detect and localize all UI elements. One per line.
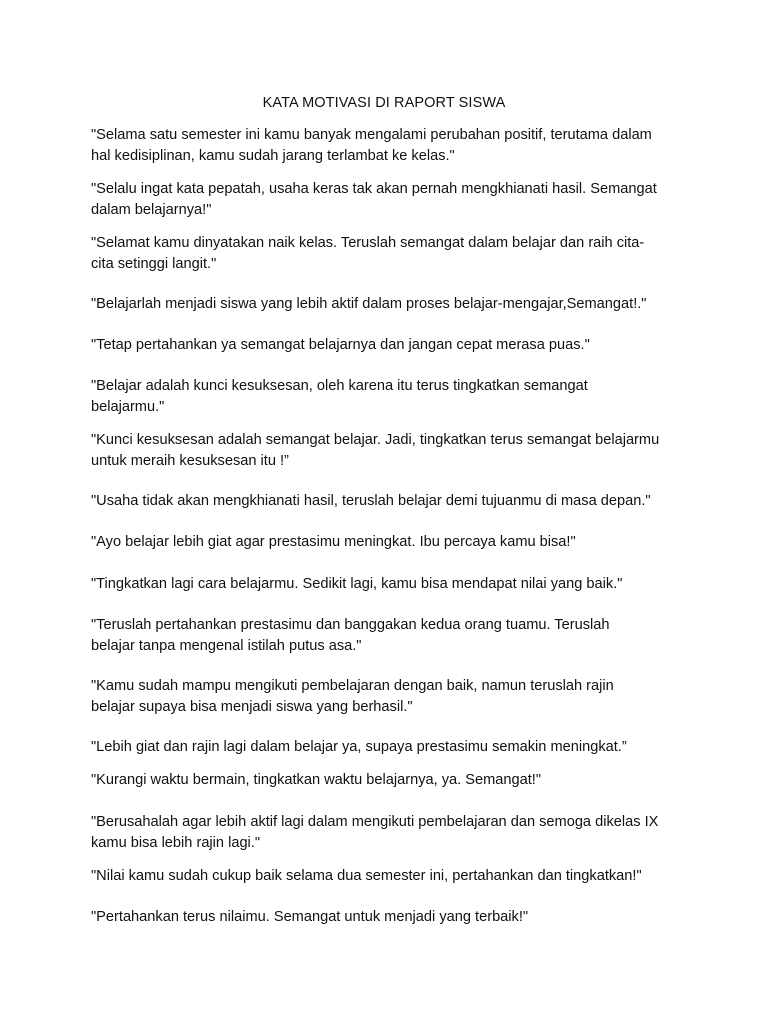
quote-line: "Kurangi waktu bermain, tingkatkan waktu belajarnya, ya. Semangat!" xyxy=(91,772,542,788)
quote-line: "Pertahankan terus nilaimu. Semangat untuk menjadi yang terbaik!" xyxy=(91,909,529,925)
quote-line: "Selama satu semester ini kamu banyak mengalami perubahan positif, terutama dalam xyxy=(91,127,652,143)
quote-line: hal kedisiplinan, kamu sudah jarang terlambat ke kelas." xyxy=(91,148,455,164)
quote-line: untuk meraih kesuksesan itu !” xyxy=(91,453,289,469)
quote-paragraph xyxy=(91,866,691,887)
quote-paragraph xyxy=(91,737,691,758)
quote-line: cita setinggi langit." xyxy=(91,256,217,272)
quote-line: "Berusahalah agar lebih aktif lagi dalam mengikuti pembelajaran dan semoga dikelas IX xyxy=(91,814,659,830)
quote-line: "Tetap pertahankan ya semangat belajarnya dan jangan cepat merasa puas." xyxy=(91,337,590,353)
quote-line: belajar tanpa mengenal istilah putus asa." xyxy=(91,638,362,654)
quote-paragraph xyxy=(91,179,691,221)
quote-line: "Belajarlah menjadi siswa yang lebih aktif dalam proses belajar-mengajar,Semangat!." xyxy=(91,296,647,312)
quote-paragraph xyxy=(91,770,691,791)
quote-paragraph xyxy=(91,615,691,657)
quote-paragraph xyxy=(91,233,691,275)
quote-line: "Ayo belajar lebih giat agar prestasimu meningkat. Ibu percaya kamu bisa!" xyxy=(91,534,576,550)
quote-paragraph xyxy=(91,430,691,472)
quote-paragraph xyxy=(91,376,691,418)
quote-line: belajarmu." xyxy=(91,399,165,415)
quote-paragraph xyxy=(91,907,691,928)
quote-line: "Teruslah pertahankan prestasimu dan banggakan kedua orang tuamu. Teruslah xyxy=(91,617,610,633)
quote-paragraph xyxy=(91,294,691,315)
quote-line: "Kunci kesuksesan adalah semangat belajar. Jadi, tingkatkan terus semangat belajarmu xyxy=(91,432,660,448)
quote-line: kamu bisa lebih rajin lagi." xyxy=(91,835,261,851)
quote-paragraph xyxy=(91,491,691,512)
quote-line: "Tingkatkan lagi cara belajarmu. Sedikit lagi, kamu bisa mendapat nilai yang baik." xyxy=(91,576,623,592)
quote-paragraph xyxy=(91,676,691,718)
quote-line: "Usaha tidak akan mengkhianati hasil, teruslah belajar demi tujuanmu di masa depan." xyxy=(91,493,651,509)
quote-line: "Selamat kamu dinyatakan naik kelas. Teruslah semangat dalam belajar dan raih cita- xyxy=(91,235,645,251)
quote-line: "Lebih giat dan rajin lagi dalam belajar ya, supaya prestasimu semakin meningkat.” xyxy=(91,739,627,755)
quote-line: "Kamu sudah mampu mengikuti pembelajaran dengan baik, namun teruslah rajin xyxy=(91,678,614,694)
quote-paragraph xyxy=(91,532,691,553)
quote-paragraph xyxy=(91,335,691,356)
quote-paragraph xyxy=(91,812,691,854)
document-title: KATA MOTIVASI DI RAPORT SISWA xyxy=(262,95,506,111)
quote-line: belajar supaya bisa menjadi siswa yang berhasil." xyxy=(91,699,413,715)
quote-paragraph xyxy=(91,125,691,167)
quote-line: dalam belajarnya!" xyxy=(91,202,212,218)
quote-paragraph xyxy=(91,574,691,595)
quote-line: "Nilai kamu sudah cukup baik selama dua semester ini, pertahankan dan tingkatkan!" xyxy=(91,868,642,884)
quote-line: "Selalu ingat kata pepatah, usaha keras tak akan pernah mengkhianati hasil. Semangat xyxy=(91,181,657,197)
quote-line: "Belajar adalah kunci kesuksesan, oleh karena itu terus tingkatkan semangat xyxy=(91,378,588,394)
